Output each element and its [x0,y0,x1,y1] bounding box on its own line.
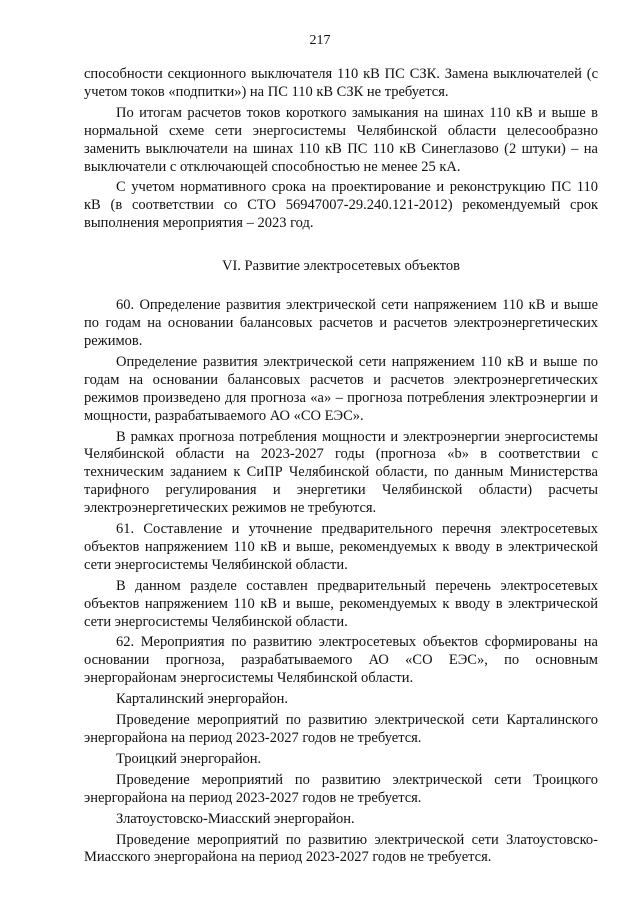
page-number: 217 [309,33,331,48]
paragraph: С учетом нормативного срока на проектирование и реконструкцию ПС 110 кВ (в соответствии со СТО 56947007-29.240.121-2012) рекомендуемый срок выполнения мероприятия – 2023 год. [84,179,598,232]
paragraph: Проведение мероприятий по развитию электрической сети Златоустовско-Миасского энергорайона на период 2023-2027 годов не требуется. [84,831,598,866]
paragraph: В рамках прогноза потребления мощности и электроэнергии энергосистемы Челябинской области на 2023-2027 годы (прогноза «b» в соответствии с техническим заданием к СиПР Челябинской области, по данным Министерства тарифного регулирования и энергетики Челябинской области) расчеты электроэнергетических режимов не требуются. [84,428,598,517]
paragraph: Троицкий энергорайон. [116,750,262,767]
paragraph: способности секционного выключателя 110 кВ ПС СЗК. Замена выключателей (с учетом токов «подпитки») на ПС 110 кВ СЗК не требуется. [84,66,598,100]
paragraph: Определение развития электрической сети напряжением 110 кВ и выше по годам на основании балансовых расчетов и расчетов электроэнергетических режимов произведено для прогноза «а» – прогноза потребления электроэнергии и мощности, разрабатываемого АО «СО ЕЭС». [84,353,598,424]
page-body [84,66,598,867]
paragraph: 62. Мероприятия по развитию электросетевых объектов сформированы на основании прогноза, разрабатываемого АО «СО ЕЭС», по основным энергорайонам энергосистемы Челябинской области. [84,634,598,687]
paragraph: Проведение мероприятий по развитию электрической сети Троицкого энергорайона на период 2023-2027 годов не требуется. [84,771,598,806]
section-heading: VI. Развитие электросетевых объектов [222,258,460,275]
paragraph: В данном разделе составлен предварительный перечень электросетевых объектов напряжением 110 кВ и выше, рекомендуемых к вводу в электрической сети энергосистемы Челябинской области. [84,577,598,630]
paragraph: Проведение мероприятий по развитию электрической сети Карталинского энергорайона на период 2023-2027 годов не требуется. [84,712,598,746]
paragraph: Златоустовско-Миасский энергорайон. [116,810,355,827]
paragraph: 60. Определение развития электрической сети напряжением 110 кВ и выше по годам на основании балансовых расчетов и расчетов электроэнергетических режимов. [84,297,598,349]
paragraph: 61. Составление и уточнение предварительного перечня электросетевых объектов напряжением 110 кВ и выше, рекомендуемых к вводу в электрической сети энергосистемы Челябинской области. [84,521,598,573]
paragraph: По итогам расчетов токов короткого замыкания на шинах 110 кВ и выше в нормальной схеме сети энергосистемы Челябинской области целесообразно заменить выключатели на шинах 110 кВ ПС 110 кВ Синеглазово (2 штуки) – на выключатели с отключающей способностью не менее 25 кА. [84,104,598,175]
paragraph: Карталинский энергорайон. [116,691,289,708]
